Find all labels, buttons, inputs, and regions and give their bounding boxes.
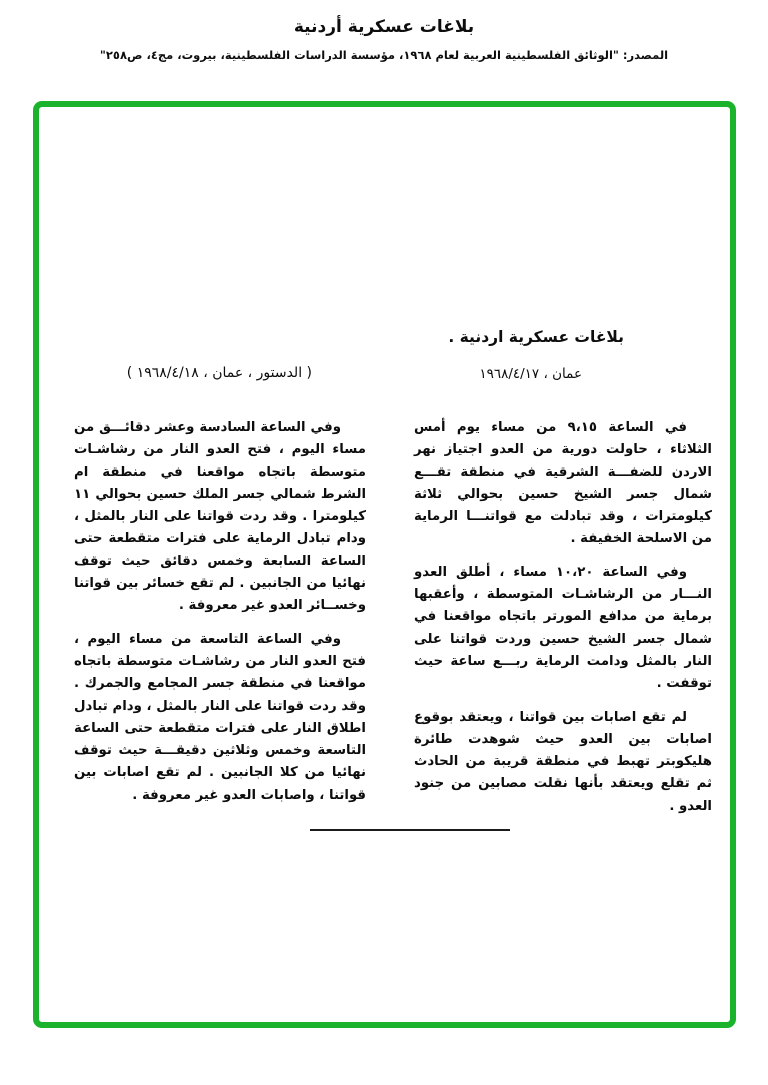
communique-paragraph: وفي الساعة التاسعة من مساء اليوم ، فتح العدو النار من رشاشـات متوسطة باتجاه مواقعنا في منطقة جسر المجامع والجمرك . وقد ردت قواتنا على النار بالمثل ، ودام تبادل اطلاق النار على فترات متقطعة حتى الساعة التاسعة وخمس وثلاثين دقيقـــة حيث توقف نهائيا من كلا الجانبين . لم تقع اصابات بين قواتنا ، واصابات العدو غير معروفة .	[74, 631, 366, 803]
communique-dateline: عمان ، ١٩٦٨/٤/١٧	[479, 366, 582, 382]
communique-column-left	[74, 362, 366, 818]
communique-paragraph: في الساعة ٩،١٥ من مساء يوم أمس الثلاثاء ، حاولت دورية من العدو اجتياز نهر الاردن للضفـــة الشرقية في منطقة تقـــع شمال جسر الشيخ حسين بحوالي ثلاثة كيلومترات ، وقد تبادلت مع قواتنـــا الرماية من الاسلحة الخفيفة .	[414, 420, 712, 547]
communique-paragraph: لم تقع اصابات بين قواتنا ، ويعتقد بوقوع اصابات بين العدو حيث شوهدت طائرة هليكوبتر تهبط في منطقة قريبة من الحادث ثم تقلع ويعتقد بأنها نقلت مصابين من جنود العدو .	[414, 709, 712, 814]
section-divider-line	[310, 829, 510, 831]
source-citation: المصدر: "الوثائق الفلسطينية العربية لعام ١٩٦٨، مؤسسة الدراسات الفلسطينية، بيروت، مج٤، ص٢٥٨"	[99, 48, 669, 62]
communique-column-right	[414, 326, 712, 829]
communique-heading: بلاغات عسكرية اردنية .	[448, 328, 624, 346]
newspaper-dateline: ( الدستور ، عمان ، ١٩٦٨/٤/١٨ )	[126, 365, 312, 381]
page-title: بلاغات عسكرية أردنية	[293, 17, 475, 37]
communique-paragraph: وفي الساعة السادسة وعشر دقائـــق من مساء اليوم ، فتح العدو النار من رشاشـات متوسطة باتجاه مواقعنا في منطقة ام الشرط شمالي جسر الملك حسين بحوالي ١١ كيلومترا . وقد ردت قواتنا على النار بالمثل ، ودام تبادل الرماية على فترات متقطعة حتى الساعة السابعة وخمس دقائق حيث توقف نهائيا من الجانبين . لم تقع خسائر بين قواتنا وخســائر العدو غير معروفة .	[74, 420, 366, 614]
communique-paragraph: وفي الساعة ١٠،٢٠ مساء ، أطلق العدو النـــار من الرشاشـات المتوسطة ، وأعقبها برماية من مدافع المورتر باتجاه مواقعنا في شمال جسر الشيخ حسين وردت قواتنا على النار بالمثل ودامت الرماية ربـــع ساعة حيث توقفت .	[414, 564, 712, 692]
